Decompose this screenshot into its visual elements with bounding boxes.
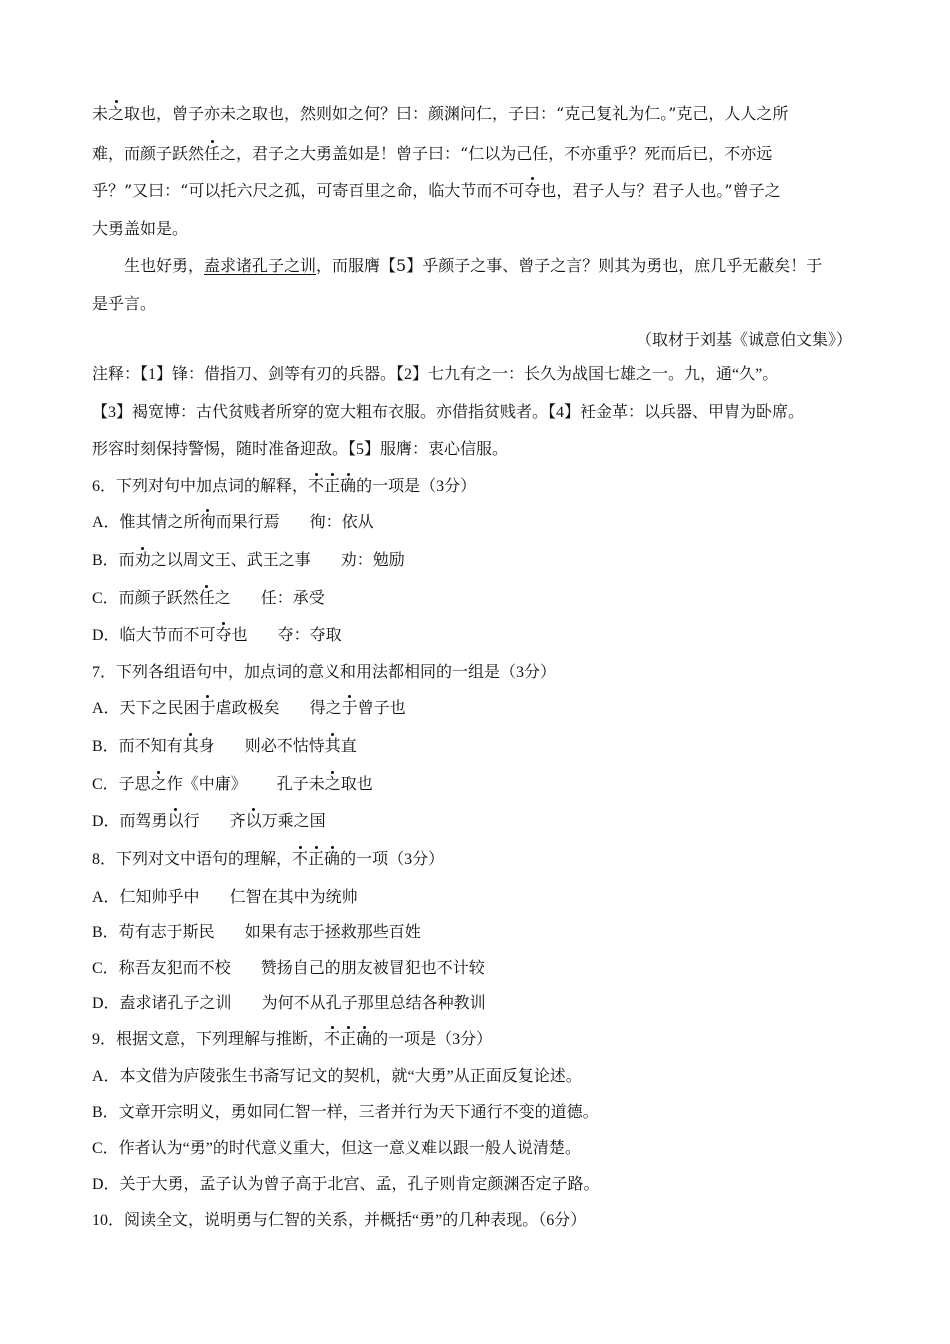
q6-stem: 6．下列对句中加点词的解释，不正确的一项是（3分） [92, 478, 477, 495]
q8-option-a: A．仁知帅乎中 仁智在其中为统帅 [92, 889, 358, 906]
passage-line-1: 未之取也，曾子亦未之取也，然则如之何？曰：颜渊问仁，子曰：“克己复礼为仁。”克己，人人之所 [92, 104, 789, 123]
q8-option-d: D．盍求诸孔子之训 为何不从孔子那里总结各种教训 [92, 995, 486, 1012]
q6-option-b: B．而劝之以周文王、武王之事 劝：勉励 [92, 552, 405, 569]
passage-line-2: 难，而颜子跃然任之，君子之大勇盖如是！曾子曰：“仁以为己任，不亦重乎？死而后已，不亦远 [92, 144, 773, 163]
notes-line-1: 注释：【1】锋：借指刀、剑等有刃的兵器。【2】七九有之一：长久为战国七雄之一。九，通“久”。 [92, 366, 779, 383]
q10-stem: 10．阅读全文，说明勇与仁智的关系，并概括“勇”的几种表现。（6分） [92, 1212, 587, 1229]
q8-option-b: B．苟有志于斯民 如果有志于拯救那些百姓 [92, 924, 421, 941]
q8-stem: 8．下列对文中语句的理解，不正确的一项（3分） [92, 851, 445, 868]
q6-option-a: A．惟其情之所徇而果行焉 徇：依从 [92, 514, 374, 531]
q7-option-d: D．而驾勇以行 齐以万乘之国 [92, 813, 326, 830]
q9-option-b: B．文章开宗明义，勇如同仁智一样，三者并行为天下通行不变的道德。 [92, 1104, 599, 1121]
q9-option-c: C．作者认为“勇”的时代意义重大，但这一意义难以跟一般人说清楚。 [92, 1140, 581, 1157]
q9-stem: 9．根据文意，下列理解与推断，不正确的一项是（3分） [92, 1031, 493, 1048]
passage-line-6: 是乎言。 [92, 294, 157, 313]
q9-option-d: D．关于大勇，孟子认为曾子高于北宫、孟，孔子则肯定颜渊否定子路。 [92, 1176, 600, 1193]
q7-stem: 7．下列各组语句中，加点词的意义和用法都相同的一组是（3分） [92, 664, 557, 681]
q8-option-c: C．称吾友犯而不校 赞扬自己的朋友被冒犯也不计较 [92, 960, 485, 977]
q7-option-a: A．天下之民困于虐政极矣 得之于曾子也 [92, 700, 406, 717]
passage-line-5: 生也好勇，盍求诸孔子之训，而服膺【5】乎颜子之事、曾子之言？则其为勇也，庶几乎无蔽矣！于 [124, 256, 823, 275]
q9-option-a: A．本文借为庐陵张生书斋写记文的契机，就“大勇”从正面反复论述。 [92, 1068, 582, 1085]
passage-source: （取材于刘基《诚意伯文集》） [635, 330, 852, 349]
q7-option-c: C．子思之作《中庸》 孔子未之取也 [92, 776, 373, 793]
passage-line-3: 乎？”又曰：“可以托六尺之孤，可寄百里之命，临大节而不可夺也，君子人与？君子人也。”曾子之 [92, 181, 781, 200]
q7-option-b: B．而不知有其身 则必不怙恃其直 [92, 738, 357, 755]
q6-option-c: C．而颜子跃然任之 任：承受 [92, 590, 325, 607]
q6-option-d: D．临大节而不可夺也 夺：夺取 [92, 627, 342, 644]
passage-line-4: 大勇盖如是。 [92, 219, 189, 238]
notes-line-2: 【3】褐宽博：古代贫贱者所穿的宽大粗布衣服。亦借指贫贱者。【4】衽金革：以兵器、甲胄为卧席。 [92, 404, 805, 421]
notes-line-3: 形容时刻保持警惕，随时准备迎敌。【5】服膺：衷心信服。 [92, 441, 509, 458]
